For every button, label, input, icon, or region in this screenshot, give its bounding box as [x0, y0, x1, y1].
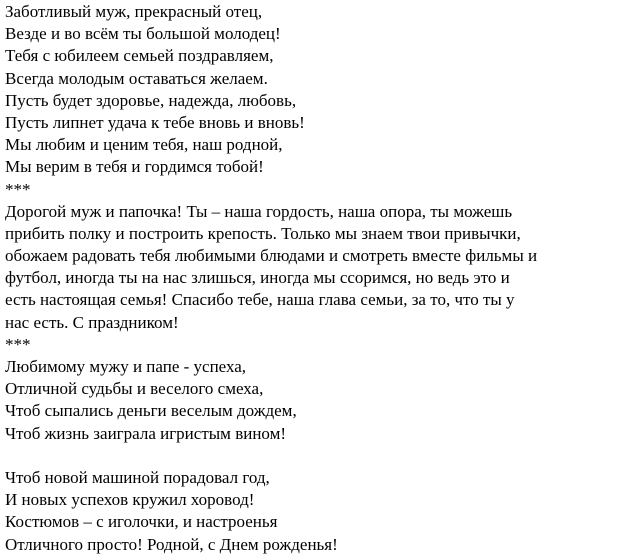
- poem-line: Чтоб сыпались деньги веселым дождем,: [5, 401, 297, 421]
- prose-line: прибить полку и построить крепость. Только мы знаем твои привычки,: [5, 223, 521, 243]
- poem-line: Костюмов – с иголочки, и настроенья: [5, 512, 278, 532]
- poem-line: Пусть липнет удача к тебе вновь и вновь!: [5, 112, 305, 132]
- poem-2-stanza-1: [5, 356, 613, 445]
- poem-line: Везде и во всём ты большой молодец!: [5, 24, 281, 44]
- poem-line: Пусть будет здоровье, надежда, любовь,: [5, 90, 297, 110]
- poem-line: Чтоб жизнь заиграла игристым вином!: [5, 423, 287, 443]
- document-body: [5, 1, 613, 556]
- stanza-gap: [5, 445, 613, 467]
- poem-line: Мы верим в тебя и гордимся тобой!: [5, 157, 264, 177]
- poem-line: Мы любим и ценим тебя, наш родной,: [5, 135, 283, 155]
- poem-line: Всегда молодым оставаться желаем.: [5, 68, 268, 88]
- poem-line: Заботливый муж, прекрасный отец,: [5, 2, 263, 21]
- poem-line: И новых успехов кружил хоровод!: [5, 490, 255, 510]
- poem-line: Отличной судьбы и веселого смеха,: [5, 379, 264, 399]
- poem-2-stanza-2: [5, 467, 613, 556]
- prose-line: нас есть. С праздником!: [5, 312, 179, 332]
- prose-line: обожаем радовать тебя любимыми блюдами и смотреть вместе фильмы и: [5, 246, 538, 266]
- poem-line: Любимому мужу и папе - успеха,: [5, 357, 247, 376]
- separator: ***: [5, 334, 31, 354]
- separator: ***: [5, 179, 31, 199]
- prose-line: Дорогой муж и папочка! Ты – наша гордость, наша опора, ты можешь: [5, 201, 513, 221]
- prose-line: футбол, иногда ты на нас злишься, иногда мы ссоримся, но ведь это и: [5, 268, 510, 288]
- poem-line: Чтоб новой машиной порадовал год,: [5, 467, 270, 487]
- prose-line: есть настоящая семья! Спасибо тебе, наша глава семьи, за то, что ты у: [5, 290, 515, 310]
- prose-greeting: [5, 201, 613, 334]
- poem-1: [5, 1, 613, 179]
- poem-line: Отличного просто! Родной, с Днем рожденья!: [5, 534, 338, 554]
- poem-line: Тебя с юбилеем семьей поздравляем,: [5, 46, 274, 66]
